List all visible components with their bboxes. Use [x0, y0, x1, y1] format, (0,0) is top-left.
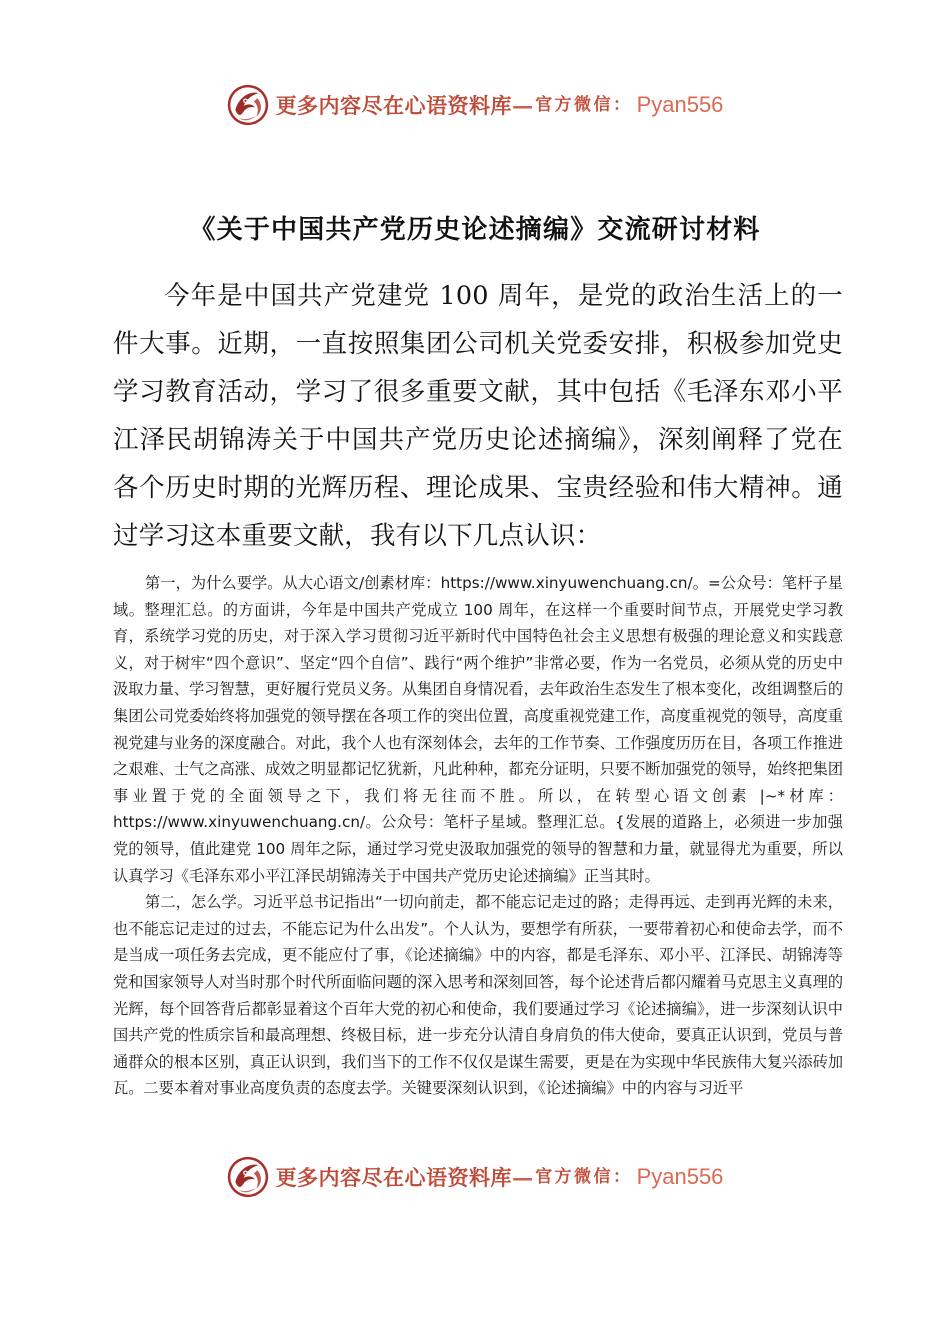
watermark-main-text: 更多内容尽在心语资料库 — [275, 92, 513, 118]
document-title: 《关于中国共产党历史论述摘编》交流研讨材料 — [189, 215, 761, 246]
watermark-dash: — — [512, 1164, 534, 1190]
body-paragraph-2: 第二，怎么学。习近平总书记指出“一切向前走，都不能忘记走过的路；走得再远、走到再光辉的未来，也不能忘记走过的过去，不能忘记为什么出发”。个人认为，要想学有所获，一要带着初心和使命去学，而不是当成一项任务去完成，更不能应付了事，《论述摘编》中的内容，都是毛泽东、邓小平、江泽民、胡锦涛等党和国家领导人对当时那个时代所面临问题的深入思考和深刻回答，每个论述背后都闪耀着马克思主义真理的光辉，每个回答背后都彰显着这个百年大党的初心和使命，我们要通过学习《论述摘编》，进一步深刻认识中国共产党的性质宗旨和最高理想、终极目标，进一步充分认清自身肩负的伟大使命，要真正认识到，党员与普通群众的根本区别，真正认识到，我们当下的工作不仅仅是谋生需要，更是在为实现中华民族伟大复兴添砖加瓦。二要本着对事业高度负责的态度去学。关键要深刻认识到，《论述摘编》中的内容与习近平 — [113, 893, 843, 1098]
watermark-wechat-id: Pyan556 — [636, 1164, 724, 1189]
footer-watermark-banner — [0, 1156, 950, 1198]
lead-paragraph: 今年是中国共产党建党 100 周年，是党的政治生活上的一件大事。近期，一直按照集团公司机关党委安排，积极参加党史学习教育活动，学习了很多重要文献，其中包括《毛泽东邓小平江泽民胡锦涛关于中国共产党历史论述摘编》，深刻阐释了党在各个历史时期的光辉历程、理论成果、宝贵经验和伟大精神。通过学习这本重要文献，我有以下几点认识： — [113, 281, 843, 551]
watermark-wechat-label: 官方微信： — [535, 94, 633, 115]
document-body — [113, 272, 843, 1102]
body-paragraph-1: 第一，为什么要学。从大心语文/创素材库：https://www.xinyuwenchuang.cn/。=公众号：笔杆子星域。整理汇总。的方面讲，今年是中国共产党成立 100 周年，在这样一个重要时间节点，开展党史学习教育，系统学习党的历史，对于深入学习贯彻习近平新时代中国特色社会主义思想有极强的理论意义和实践意义，对于树牢“四个意识”、坚定“四个自信”、践行“两个维护”非常必要，作为一名党员，必须从党的历史中汲取力量、学习智慧，更好履行党员义务。从集团自身情况看，去年政治生态发生了根本变化，改组调整后的集团公司党委始终将加强党的领导摆在各项工作的突出位置，高度重视党建工作，高度重视党的领导，高度重视党建与业务的深度融合。对此，我个人也有深刻体会，去年的工作节奏、工作强度历历在目，各项工作推进之艰难、士气之高涨、成效之明显都记忆犹新，凡此种种，都充分证明，只要不断加强党的领导，始终把集团事业置于党的全面领导之下，我们将无往而不胜。所以，在转型心语文创素 |~*材库：https://www.xinyuwenchuang.cn/。公众号：笔杆子星域。整理汇总。{发展的道路上，必须进一步加强党的领导，值此建党 100 周年之际，通过学习党史汲取加强党的领导的智慧和力量，就显得尤为重要，所以认真学习《毛泽东邓小平江泽民胡锦涛关于中国共产党历史论述摘编》正当其时。 — [113, 574, 843, 885]
watermark-main-text: 更多内容尽在心语资料库 — [275, 1164, 513, 1190]
xinyu-circular-logo-icon — [227, 1156, 269, 1198]
header-watermark-banner — [0, 84, 950, 126]
watermark-wechat-label: 官方微信： — [535, 1166, 633, 1187]
watermark-dash: — — [512, 92, 534, 118]
xinyu-circular-logo-icon — [227, 84, 269, 126]
watermark-wechat-id: Pyan556 — [636, 92, 724, 117]
